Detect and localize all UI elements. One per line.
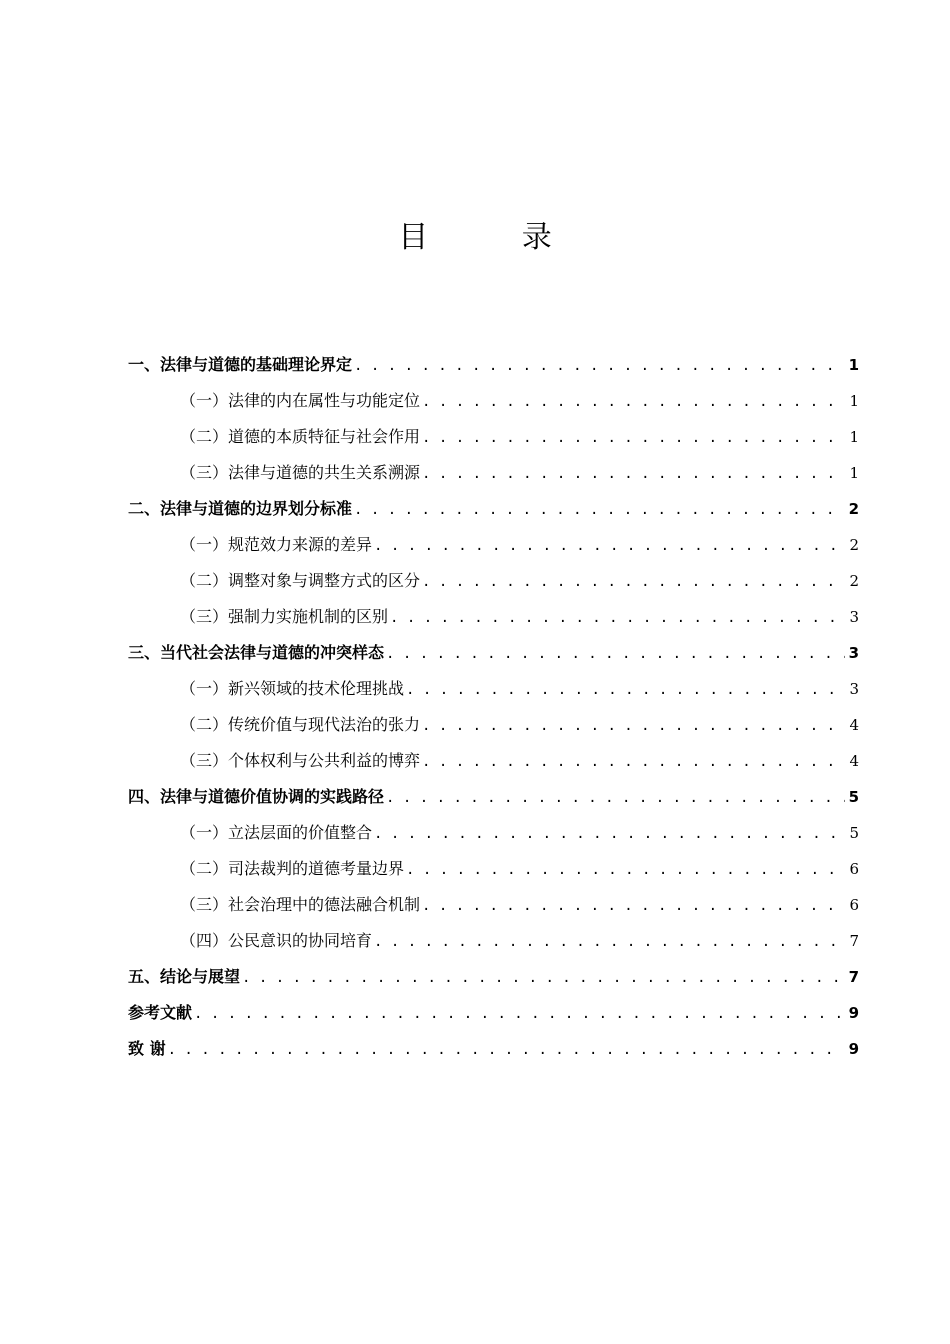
- toc-page-number: 6: [849, 860, 859, 878]
- toc-page-number: 1: [849, 392, 859, 410]
- toc-dot-leader: [374, 924, 845, 960]
- toc-dot-leader: [422, 456, 845, 492]
- toc-dot-leader: [374, 528, 845, 564]
- toc-dot-leader: [242, 960, 845, 996]
- toc-entry-title: （二）调整对象与调整方式的区分: [180, 571, 421, 590]
- toc-entry-title: 三、当代社会法律与道德的冲突样态: [128, 643, 385, 662]
- toc-section-entry[interactable]: [128, 563, 859, 599]
- toc-entry-title: 五、结论与展望: [128, 967, 241, 986]
- toc-page-number: 5: [849, 824, 859, 842]
- toc-chapter-entry[interactable]: [128, 779, 859, 815]
- toc-section-entry[interactable]: [128, 671, 859, 707]
- toc-page-number: 1: [849, 428, 859, 446]
- toc-dot-leader: [422, 888, 845, 924]
- toc-dot-leader: [406, 852, 845, 888]
- toc-entry-title: （二）传统价值与现代法治的张力: [180, 715, 421, 734]
- toc-page-number: 9: [848, 1004, 859, 1022]
- toc-section-entry[interactable]: [128, 743, 859, 779]
- toc-section-entry[interactable]: [128, 707, 859, 743]
- toc-page-number: 3: [849, 608, 859, 626]
- toc-section-entry[interactable]: [128, 455, 859, 491]
- page-title: 目 录: [398, 220, 594, 255]
- toc-dot-leader: [354, 348, 845, 384]
- toc-entry-title: （三）社会治理中的德法融合机制: [180, 895, 421, 914]
- toc-chapter-entry[interactable]: [128, 491, 859, 527]
- toc-page-number: 7: [849, 932, 859, 950]
- toc-section-entry[interactable]: [128, 527, 859, 563]
- toc-dot-leader: [422, 420, 845, 456]
- table-of-contents: [128, 347, 859, 1067]
- toc-entry-title: （三）个体权利与公共利益的博弈: [180, 751, 421, 770]
- toc-page-number: 1: [848, 356, 859, 374]
- toc-dot-leader: [422, 708, 845, 744]
- toc-chapter-entry[interactable]: [128, 959, 859, 995]
- toc-dot-leader: [390, 600, 845, 636]
- toc-dot-leader: [374, 816, 845, 852]
- toc-page-number: 4: [849, 716, 859, 734]
- toc-page-number: 1: [849, 464, 859, 482]
- toc-dot-leader: [422, 564, 845, 600]
- toc-section-entry[interactable]: [128, 599, 859, 635]
- toc-chapter-entry[interactable]: [128, 1031, 859, 1067]
- toc-page-number: 3: [848, 644, 859, 662]
- toc-dot-leader: [422, 384, 845, 420]
- toc-entry-title: （一）规范效力来源的差异: [180, 535, 373, 554]
- toc-entry-title: （二）司法裁判的道德考量边界: [180, 859, 405, 878]
- toc-page-number: 4: [849, 752, 859, 770]
- toc-entry-title: （一）新兴领域的技术伦理挑战: [180, 679, 405, 698]
- toc-dot-leader: [386, 636, 845, 672]
- toc-dot-leader: [406, 672, 845, 708]
- toc-page-number: 2: [849, 536, 859, 554]
- toc-entry-title: 参考文献: [128, 1003, 193, 1022]
- toc-section-entry[interactable]: [128, 419, 859, 455]
- toc-chapter-entry[interactable]: [128, 635, 859, 671]
- toc-section-entry[interactable]: [128, 923, 859, 959]
- toc-page-number: 2: [849, 572, 859, 590]
- toc-section-entry[interactable]: [128, 815, 859, 851]
- toc-page-number: 2: [848, 500, 859, 518]
- toc-entry-title: （四）公民意识的协同培育: [180, 931, 373, 950]
- toc-chapter-entry[interactable]: [128, 995, 859, 1031]
- toc-entry-title: （三）强制力实施机制的区别: [180, 607, 389, 626]
- toc-entry-title: （二）道德的本质特征与社会作用: [180, 427, 421, 446]
- toc-dot-leader: [168, 1032, 845, 1068]
- toc-entry-title: 致 谢: [128, 1039, 166, 1058]
- toc-chapter-entry[interactable]: [128, 347, 859, 383]
- toc-entry-title: 二、法律与道德的边界划分标准: [128, 499, 353, 518]
- toc-page-number: 9: [848, 1040, 859, 1058]
- toc-page-number: 6: [849, 896, 859, 914]
- toc-page-number: 5: [848, 788, 859, 806]
- toc-page-number: 7: [848, 968, 859, 986]
- toc-dot-leader: [354, 492, 845, 528]
- toc-entry-title: （三）法律与道德的共生关系溯源: [180, 463, 421, 482]
- toc-dot-leader: [386, 780, 845, 816]
- toc-dot-leader: [422, 744, 845, 780]
- toc-section-entry[interactable]: [128, 887, 859, 923]
- toc-entry-title: （一）立法层面的价值整合: [180, 823, 373, 842]
- toc-dot-leader: [194, 996, 845, 1032]
- toc-entry-title: （一）法律的内在属性与功能定位: [180, 391, 421, 410]
- toc-page-number: 3: [849, 680, 859, 698]
- toc-section-entry[interactable]: [128, 851, 859, 887]
- toc-entry-title: 一、法律与道德的基础理论界定: [128, 355, 353, 374]
- toc-section-entry[interactable]: [128, 383, 859, 419]
- toc-entry-title: 四、法律与道德价值协调的实践路径: [128, 787, 385, 806]
